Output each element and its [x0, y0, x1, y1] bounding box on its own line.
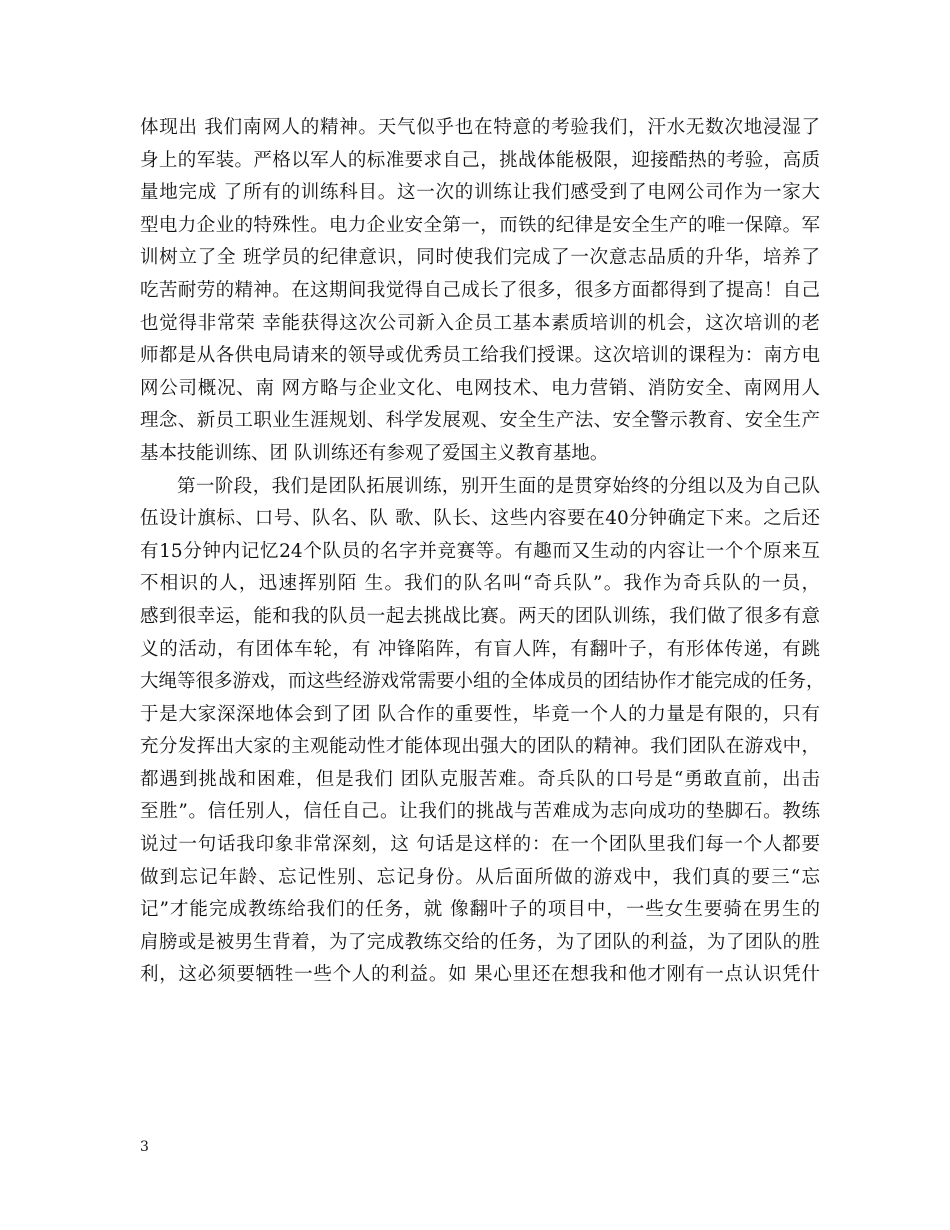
text-line: 量地完成 了所有的训练科目。这一次的训练让我们感受到了电网公司作为一家大 [140, 182, 820, 204]
text-line: 型电力企业的特殊性。电力企业安全第一，而铁的纪律是安全生产的唯一保障。军 [140, 214, 820, 236]
text-line: 记”才能完成教练给我们的任务，就 像翻叶子的项目中，一些女生要骑在男生的 [140, 899, 820, 921]
text-line: 基本技能训练、团 队训练还有参观了爱国主义教育基地。 [140, 442, 609, 464]
text-line: 网公司概况、南 网方略与企业文化、电网技术、电力营销、消防安全、南网用人 [140, 377, 820, 399]
page-number: 3 [140, 1139, 149, 1155]
text-line: 感到很幸运，能和我的队员一起去挑战比赛。两天的团队训练，我们做了很多有意 [140, 605, 820, 627]
text-line: 体现出 我们南网人的精神。天气似乎也在特意的考验我们，汗水无数次地浸湿了 [140, 117, 820, 138]
text-line: 说过一句话我印象非常深刻，这 句话是这样的：在一个团队里我们每一个人都要 [140, 834, 820, 856]
text-line: 大绳等很多游戏，而这些经游戏常需要小组的全体成员的团结协作才能完成的任务， [140, 671, 825, 693]
text-line: 伍设计旗标、口号、队名、队 歌、队长、这些内容要在40分钟确定下来。之后还 [140, 508, 820, 530]
text-line: 于是大家深深地体会到了团 队合作的重要性，毕竟一个人的力量是有限的，只有 [140, 703, 820, 725]
body-text [140, 112, 825, 992]
text-line: 充分发挥出大家的主观能动性才能体现出强大的团队的精神。我们团队在游戏中， [140, 736, 820, 758]
text-line: 做到忘记年龄、忘记性别、忘记身份。从后面所做的游戏中，我们真的要三“忘 [140, 866, 820, 888]
text-line: 肩膀或是被男生背着，为了完成教练交给的任务，为了团队的利益，为了团队的胜 [140, 931, 820, 953]
text-line: 训树立了全 班学员的纪律意识，同时使我们完成了一次意志品质的升华，培养了 [140, 247, 820, 269]
text-line: 师都是从各供电局请来的领导或优秀员工给我们授课。这次培训的课程为：南方电 [140, 345, 820, 367]
text-line: 吃苦耐劳的精神。在这期间我觉得自己成长了很多，很多方面都得到了提高！自己 [140, 279, 820, 301]
text-line: 义的活动，有团体车轮，有 冲锋陷阵，有盲人阵，有翻叶子，有形体传递，有跳 [140, 638, 820, 660]
text-line: 都遇到挑战和困难，但是我们 团队克服苦难。奇兵队的口号是“勇敢直前，出击 [140, 768, 820, 790]
paragraph-first-line: 第一阶段，我们是团队拓展训练，别开生面的是贯穿始终的分组以及为自己队 [177, 475, 820, 497]
text-line: 不相识的人，迅速挥别陌 生。我们的队名叫“奇兵队”。我作为奇兵队的一员， [140, 573, 820, 595]
text-line: 身上的军装。严格以军人的标准要求自己，挑战体能极限，迎接酷热的考验，高质 [140, 149, 820, 171]
text-line: 有15分钟内记忆24个队员的名字并竞赛等。有趣而又生动的内容让一个个原来互 [140, 540, 820, 562]
text-line: 至胜”。信任别人，信任自己。让我们的挑战与苦难成为志向成功的垫脚石。教练 [140, 801, 820, 823]
text-line: 利，这必须要牺牲一些个人的利益。如 果心里还在想我和他才刚有一点认识凭什 [140, 964, 820, 986]
text-line: 也觉得非常荣 幸能获得这次公司新入企员工基本素质培训的机会，这次培训的老 [140, 312, 820, 334]
text-line: 理念、新员工职业生涯规划、科学发展观、安全生产法、安全警示教育、安全生产 [140, 410, 820, 432]
